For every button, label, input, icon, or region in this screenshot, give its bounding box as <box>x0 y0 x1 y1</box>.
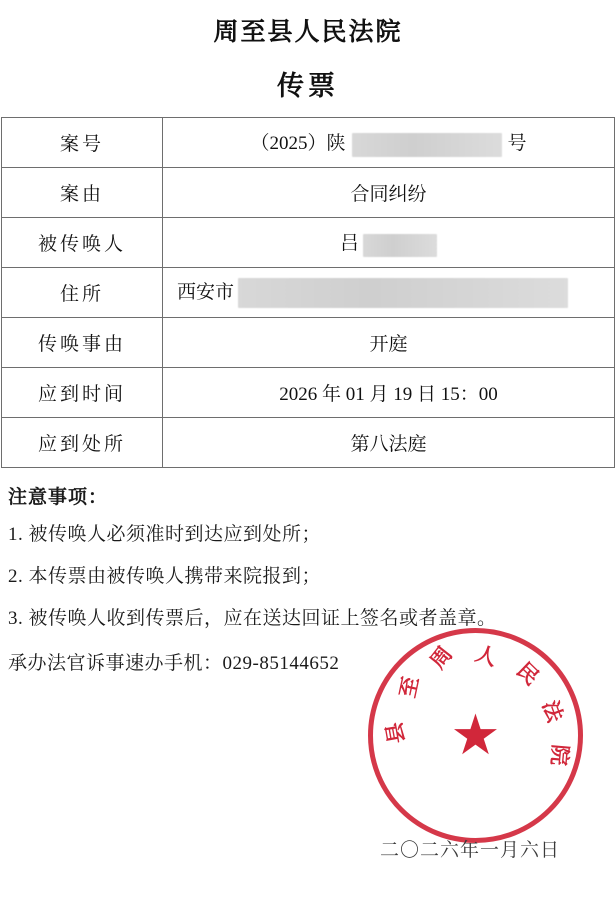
seal-char-3: 县 <box>381 720 410 746</box>
row-label-cause: 案由 <box>2 168 163 218</box>
seal-text-ring <box>368 628 583 843</box>
row-label-case-number: 案号 <box>2 118 163 168</box>
row-value-cause: 合同纠纷 <box>163 168 615 218</box>
row-value-summon-reason: 开庭 <box>163 318 615 368</box>
court-name: 周至县人民法院 <box>213 19 403 46</box>
notes-title: 注意事项： <box>8 487 109 508</box>
official-seal <box>368 628 608 868</box>
summoned-person-surname: 吕 <box>339 233 359 255</box>
redaction-block <box>363 234 437 257</box>
row-label-appear-time: 应到时间 <box>2 368 163 418</box>
star-icon: ★ <box>450 704 501 767</box>
row-value-summoned-person <box>163 218 615 268</box>
redaction-block <box>238 278 568 308</box>
note-item-1: 1. 被传唤人必须准时到达应到处所； <box>8 524 322 545</box>
summons-document <box>0 12 616 908</box>
table-row <box>2 168 615 218</box>
seal-char-5: 民 <box>511 657 544 690</box>
seal-char-6: 法 <box>537 697 568 726</box>
row-value-case-number <box>163 118 615 168</box>
row-label-summoned-person: 被传唤人 <box>2 218 163 268</box>
table-row <box>2 368 615 418</box>
row-label-address: 住所 <box>2 268 163 318</box>
row-value-appear-time: 2026 年 01 月 19 日 15：00 <box>163 368 615 418</box>
seal-char-1: 周 <box>425 641 458 674</box>
case-number-suffix: 号 <box>507 133 527 155</box>
table-row <box>2 318 615 368</box>
note-item-3: 3. 被传唤人收到传票后，应在送达回证上签名或者盖章。 <box>8 607 497 629</box>
seal-char-7: 院 <box>546 743 573 767</box>
table-row <box>2 118 615 168</box>
table-row <box>2 218 615 268</box>
judge-phone-line: 承办法官诉事速办手机：029-85144652 <box>8 653 340 675</box>
table-row <box>2 268 615 318</box>
seal-char-2: 至 <box>395 674 424 700</box>
address-prefix: 西安市 <box>177 281 235 303</box>
row-value-address <box>163 268 615 318</box>
note-item-2: 2. 本传票由被传唤人携带来院报到； <box>8 565 322 587</box>
row-label-appear-place: 应到处所 <box>2 418 163 468</box>
row-value-appear-place: 第八法庭 <box>163 418 615 468</box>
summons-info-table <box>1 117 615 468</box>
case-number-prefix: （2025）陕 <box>250 133 346 155</box>
seal-char-4: 人 <box>472 641 500 671</box>
table-row <box>2 418 615 468</box>
seal-date: 二〇二六年一月六日 <box>380 840 561 861</box>
redaction-block <box>352 133 502 157</box>
row-label-summon-reason: 传唤事由 <box>2 318 163 368</box>
page-title: 传票 <box>277 71 339 101</box>
